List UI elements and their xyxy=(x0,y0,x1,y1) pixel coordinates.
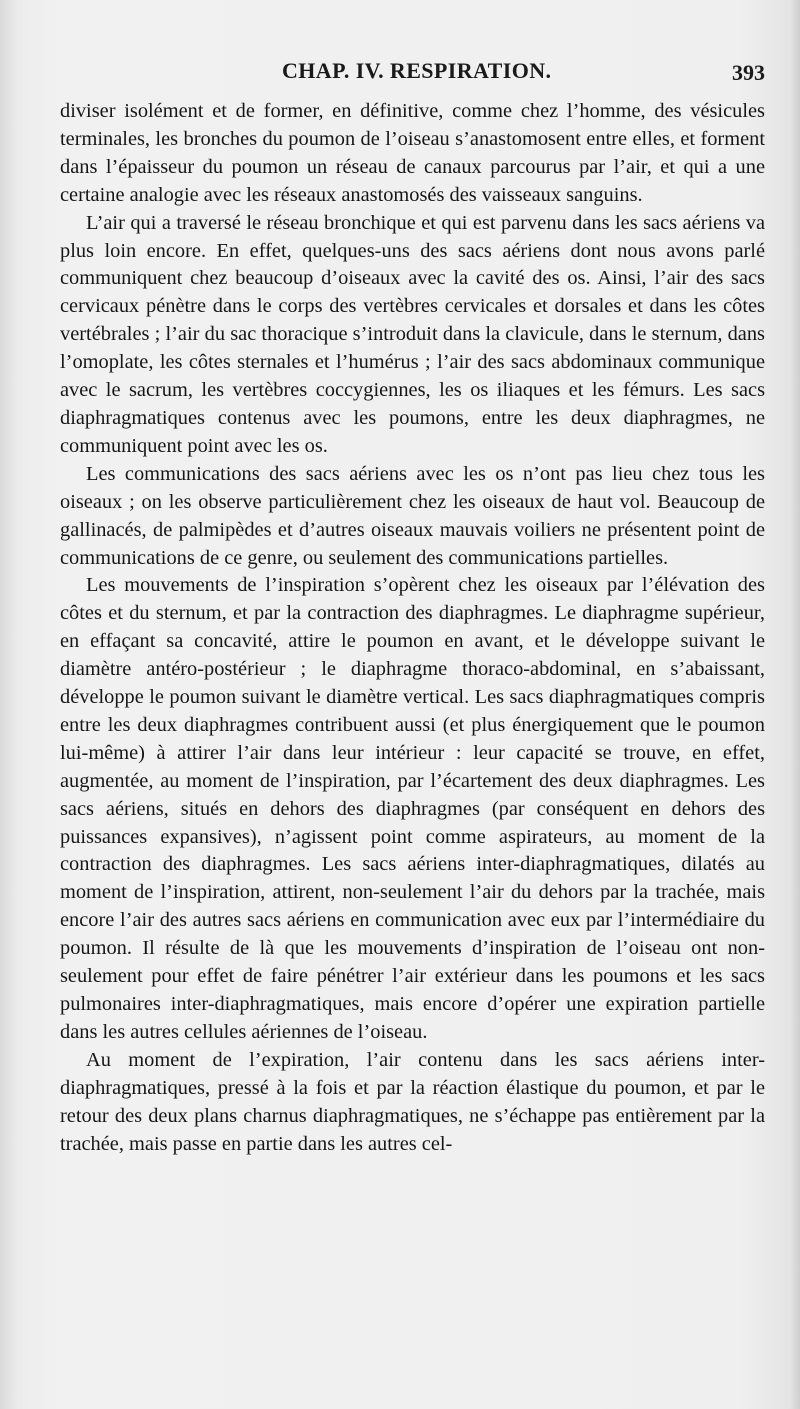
body-text xyxy=(60,98,765,1158)
running-head: CHAP. IV. RESPIRATION. xyxy=(282,58,552,83)
paragraph-expiration: Au moment de l’expiration, l’air contenu dans les sacs aériens inter-diaphragmatiques, pressé à la fois et par la réaction élastique du poumon, et par le retour des deux plans charnus diaphragmatiques, ne s’échappe pas entièrement par la trachée, mais passe en partie dans les autres cel- xyxy=(60,1048,765,1155)
paragraph-air-in-bones: L’air qui a traversé le réseau bronchique et qui est parvenu dans les sacs aériens va plus loin encore. En effet, quelques-uns des sacs aériens dont nous avons parlé communiquent chez beaucoup d’oiseaux avec la cavité des os. Ainsi, l’air des sacs cervicaux pénètre dans le corps des vertèbres cervicales et dorsales et dans les côtes vertébrales ; l’air du sac thoracique s’introduit dans la clavicule, dans le sternum, dans l’omoplate, les côtes sternales et l’humérus ; l’air des sacs abdominaux communique avec le sacrum, les vertèbres coccygiennes, les os iliaques et les fémurs. Les sacs diaphragmatiques contenus avec les poumons, entre les deux diaphragmes, ne communiquent point avec les os. xyxy=(60,211,765,457)
paragraph-inspiration: Les mouvements de l’inspiration s’opèrent chez les oiseaux par l’élévation des côtes et du sternum, et par la contraction des diaphragmes. Le diaphragme supérieur, en effaçant sa concavité, attire le poumon en avant, et le développe suivant le diamètre antéro-postérieur ; le diaphragme thoraco-abdominal, en s’abaissant, développe le poumon suivant le diamètre vertical. Les sacs diaphragmatiques compris entre les deux diaphragmes contribuent aussi (et plus énergiquement que le poumon lui-même) à attirer l’air dans leur intérieur : leur capacité se trouve, en effet, augmentée, au moment de l’inspiration, par l’écartement des deux diaphragmes. Les sacs aériens, situés en dehors des diaphragmes (par conséquent en dehors des puissances expansives), n’agissent point comme aspirateurs, au moment de la contraction des diaphragmes. Les sacs aériens inter-diaphragmatiques, dilatés au moment de l’inspiration, attirent, non-seulement l’air du dehors par la trachée, mais encore l’air des autres sacs aériens en communication avec eux par l’intermédiaire du poumon. Il résulte de là que les mouvements d’inspiration de l’oiseau ont non-seulement pour effet de faire pénétrer l’air extérieur dans les poumons et les sacs pulmonaires inter-diaphragmatiques, mais encore d’opérer une expiration partielle dans les autres cellules aériennes de l’oiseau. xyxy=(60,574,765,1043)
page-number: 393 xyxy=(732,60,765,85)
paragraph-continued: diviser isolément et de former, en définitive, comme chez l’homme, des vésicules terminales, les bronches du poumon de l’oiseau s’anastomosent entre elles, et forment dans l’épaisseur du poumon un réseau de canaux parcourus par l’air, et qui a une certaine analogie avec les réseaux anastomosés des vaisseaux sanguins. xyxy=(60,100,765,206)
page-header xyxy=(60,58,765,92)
paragraph-communications: Les communications des sacs aériens avec les os n’ont pas lieu chez tous les oiseaux ; on les observe particulièrement chez les oiseaux de haut vol. Beaucoup de gallinacés, de palmipèdes et d’autres oiseaux mauvais voiliers ne présentent point de communications de ce genre, ou seulement des communications partielles. xyxy=(60,462,765,569)
